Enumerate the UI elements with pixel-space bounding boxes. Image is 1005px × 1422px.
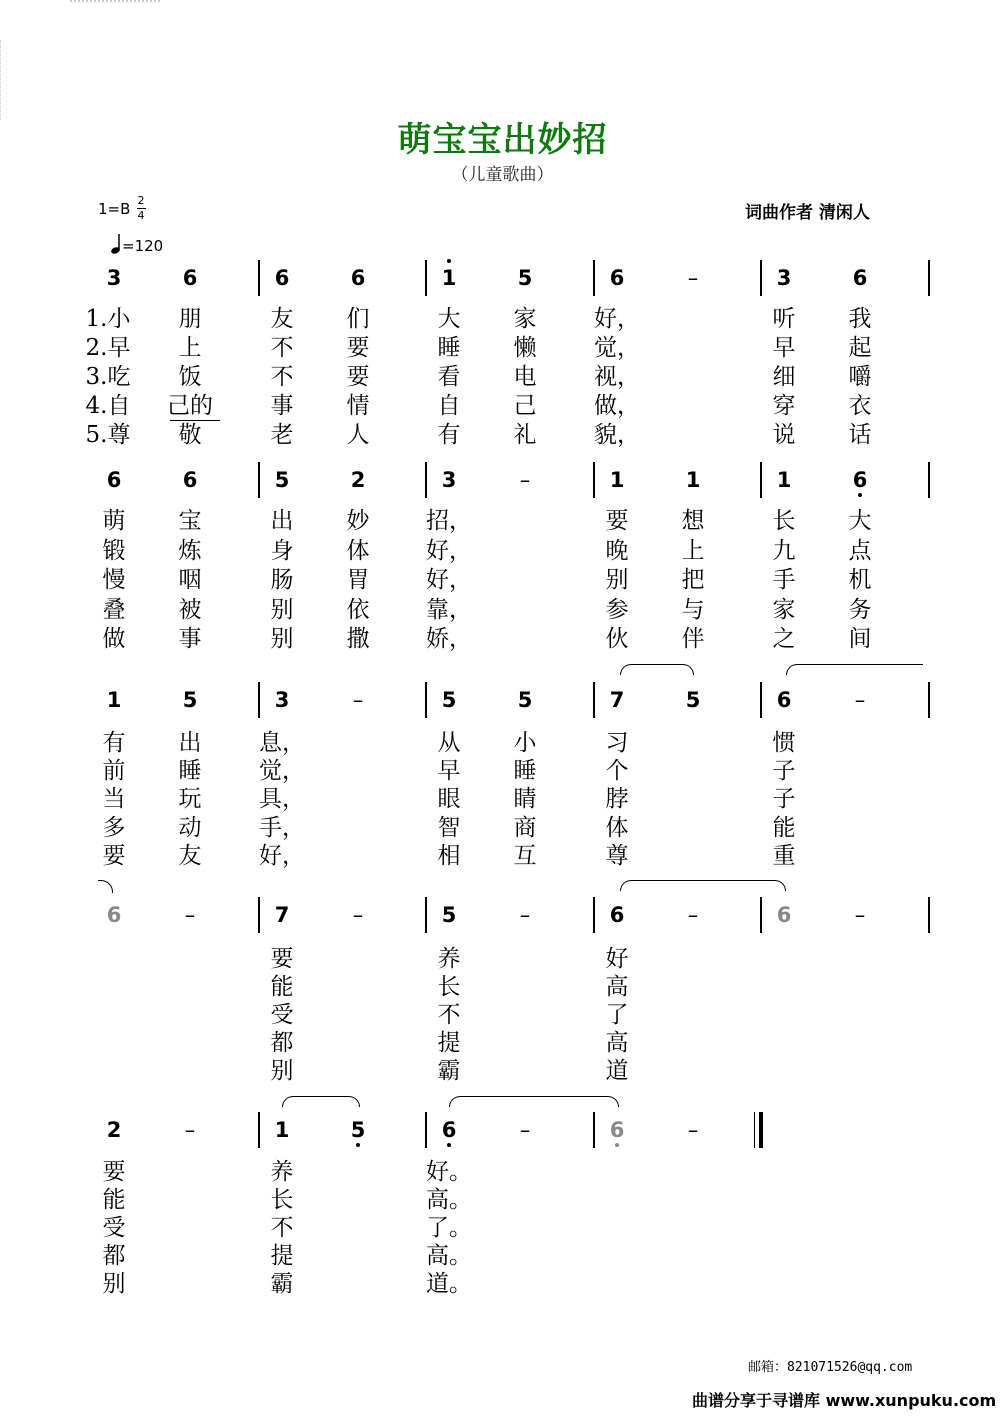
lyric-syllable: 好，: [259, 842, 305, 869]
lyric-syllable: 尊: [605, 842, 629, 869]
note: 6: [602, 1118, 632, 1142]
note: 6: [106, 468, 122, 492]
lyric-syllable: 大: [848, 508, 872, 534]
lyric-syllable: 惯: [772, 730, 796, 756]
lyric-syllable: 饭: [178, 364, 202, 390]
lyric-syllable: 看: [437, 364, 461, 390]
lyric-syllable: 不: [270, 335, 294, 361]
tempo-marking: [110, 233, 163, 255]
lyric-syllable: 务: [848, 596, 872, 623]
lyric-syllable: 受: [270, 1002, 294, 1028]
lyric-syllable: 别: [102, 1271, 126, 1297]
lyric-syllable: 敬: [178, 422, 202, 448]
lyric-syllable: 之: [772, 626, 796, 652]
lyric-syllable: 礼: [513, 422, 537, 448]
note: 6: [776, 688, 792, 712]
lyric-syllable: 眼: [437, 786, 461, 813]
lyric-syllable: 叠: [102, 596, 126, 623]
lyric-syllable: 1.小: [85, 306, 131, 332]
lyric-syllable: 手: [772, 567, 796, 593]
lyric-syllable: 习: [605, 730, 629, 756]
lyric-syllable: 己: [513, 393, 537, 419]
lyric-syllable: 商: [513, 814, 537, 841]
lyric-syllable: 相: [437, 842, 461, 869]
slur-arc: [620, 880, 786, 891]
lyric-syllable: 多: [102, 814, 126, 841]
lyric-syllable: 伙: [605, 626, 629, 652]
lyric-syllable: 长: [437, 974, 461, 1000]
note: 6: [350, 266, 366, 290]
lyric-syllable: 前: [102, 758, 126, 785]
note: 7: [609, 688, 625, 712]
lyric-syllable: 好: [605, 946, 629, 972]
lyric-syllable: 高: [605, 1030, 629, 1056]
lyric-syllable: 3.吃: [85, 364, 131, 390]
lyric-syllable: 把: [681, 567, 705, 593]
lyric-syllable: 5.尊: [85, 422, 131, 448]
lyric-syllable: 事: [178, 626, 202, 652]
note: 2: [350, 468, 366, 492]
note: 6: [852, 266, 868, 290]
lyric-syllable: 家: [513, 306, 537, 332]
faint-top-mark: [70, 0, 160, 5]
note: 5: [517, 266, 533, 290]
lyric-syllable: 人: [346, 422, 370, 448]
lyric-syllable: 胃: [346, 567, 370, 593]
lyric-syllable: 们: [346, 306, 370, 332]
note: 5: [517, 688, 533, 712]
lyric-syllable: 睡: [513, 758, 537, 785]
hold-dash: –: [352, 688, 364, 712]
lyric-syllable: 子: [772, 758, 796, 785]
lyric-syllable: 互: [513, 842, 537, 869]
octave-dot-below: [858, 493, 862, 497]
note: 1: [685, 468, 701, 492]
lyric-syllable: 体: [346, 537, 370, 564]
lyric-syllable: 子: [772, 786, 796, 813]
hold-dash: –: [687, 903, 699, 927]
lyric-syllable: 有: [437, 422, 461, 448]
hold-dash: –: [854, 688, 866, 712]
lyric-syllable: 养: [437, 946, 461, 972]
final-bar-thin: [754, 1112, 755, 1148]
lyric-syllable: 息，: [259, 730, 305, 756]
key-signature: 1=B: [98, 200, 131, 218]
lyric-syllable: 重: [772, 842, 796, 869]
lyric-syllable: 貌，: [594, 422, 640, 448]
lyric-syllable: 大: [437, 306, 461, 332]
lyric-syllable: 4.自: [85, 393, 131, 419]
lyric-syllable: 炼: [178, 537, 202, 564]
lyric-syllable: 了。: [426, 1215, 472, 1241]
bar-line: [258, 897, 260, 933]
lyric-syllable: 朋: [178, 306, 202, 332]
lyric-syllable: 觉，: [259, 758, 305, 785]
octave-dot-below: [447, 1143, 451, 1147]
lyric-syllable: 能: [102, 1187, 126, 1213]
lyric-syllable: 自: [437, 393, 461, 419]
lyric-syllable: 早: [437, 758, 461, 785]
lyric-syllable: 想: [681, 508, 705, 534]
lyric-syllable: 撒: [346, 626, 370, 652]
lyric-syllable: 妙: [346, 508, 370, 534]
lyric-syllable: 嚼: [848, 364, 872, 390]
lyric-syllable: 好，: [426, 537, 472, 564]
lyric-syllable: 都: [102, 1243, 126, 1269]
lyric-syllable: 我: [848, 306, 872, 332]
lyric-syllable: 智: [437, 814, 461, 841]
lyric-syllable: 间: [848, 626, 872, 652]
hold-dash: –: [687, 1118, 699, 1142]
note: 3: [106, 266, 122, 290]
lyric-syllable: 咽: [178, 567, 202, 593]
lyric-syllable: 话: [848, 422, 872, 448]
hold-dash: –: [854, 903, 866, 927]
lyric-syllable: 别: [270, 1058, 294, 1084]
lyric-syllable: 别: [605, 567, 629, 593]
lyric-syllable: 当: [102, 786, 126, 813]
lyric-syllable: 身: [270, 537, 294, 564]
bar-line: [928, 462, 930, 498]
note: 3: [274, 688, 290, 712]
lyric-syllable: 高。: [426, 1243, 472, 1269]
slur-arc: [282, 1096, 360, 1107]
lyric-syllable: 觉，: [594, 335, 640, 361]
note: 6: [776, 903, 792, 927]
bar-line: [928, 682, 930, 718]
note: 5: [343, 1118, 373, 1142]
lyric-syllable: 动: [178, 814, 202, 841]
note: 7: [274, 903, 290, 927]
lyric-syllable: 好，: [594, 306, 640, 332]
lyric-syllable: 伴: [681, 626, 705, 652]
bar-line: [425, 897, 427, 933]
note: 6: [434, 1118, 464, 1142]
lyric-syllable: 晚: [605, 537, 629, 564]
note: 6: [106, 903, 122, 927]
lyric-syllable: 慢: [102, 567, 126, 593]
note: 5: [441, 903, 457, 927]
bar-line: [425, 1112, 427, 1148]
note: 1: [776, 468, 792, 492]
lyric-syllable: 别: [270, 596, 294, 623]
bar-line: [760, 682, 762, 718]
note: 1: [106, 688, 122, 712]
bar-line: [593, 1112, 595, 1148]
lyric-syllable: 霸: [437, 1058, 461, 1084]
lyric-syllable: 体: [605, 814, 629, 841]
lyric-syllable: 做: [102, 626, 126, 652]
hold-dash: –: [519, 468, 531, 492]
lyric-syllable: 电: [513, 364, 537, 390]
lyric-syllable: 睡: [178, 758, 202, 785]
lyric-syllable: 不: [270, 1215, 294, 1241]
meter-top: 2: [137, 194, 145, 207]
lyric-syllable: 上: [178, 335, 202, 361]
lyric-syllable: 依: [346, 596, 370, 623]
lyric-syllable: 受: [102, 1215, 126, 1241]
lyric-syllable: 别: [270, 626, 294, 652]
lyric-syllable: 懒: [513, 335, 537, 361]
slur-arc: [449, 1096, 619, 1107]
hold-dash: –: [352, 903, 364, 927]
lyric-syllable: 说: [772, 422, 796, 448]
author-credit: 词曲作者 清闲人: [745, 203, 870, 223]
lyric-syllable: 能: [772, 814, 796, 841]
lyric-syllable: 要: [102, 842, 126, 869]
octave-dot-above: [447, 259, 451, 263]
lyric-syllable: 霸: [270, 1271, 294, 1297]
bar-line: [593, 260, 595, 296]
lyric-syllable: 肠: [270, 567, 294, 593]
lyric-syllable: 事: [270, 393, 294, 419]
lyric-syllable: 了: [605, 1002, 629, 1028]
lyric-syllable: 高。: [426, 1187, 472, 1213]
bar-line: [425, 260, 427, 296]
note: 1: [274, 1118, 290, 1142]
slur-arc: [620, 664, 694, 675]
bar-line: [258, 260, 260, 296]
note: 1: [609, 468, 625, 492]
bar-line: [258, 682, 260, 718]
lyric-syllable: 友: [270, 306, 294, 332]
source-footer: 曲谱分享于寻谱库 www.xunpuku.com: [692, 1391, 997, 1410]
lyric-syllable: 小: [513, 730, 537, 756]
lyric-syllable: 都: [270, 1030, 294, 1056]
note: 5: [274, 468, 290, 492]
lyric-syllable: 萌: [102, 508, 126, 534]
bar-line: [928, 897, 930, 933]
lyric-syllable: 有: [102, 730, 126, 756]
octave-dot-below: [356, 1143, 360, 1147]
lyric-syllable: 老: [270, 422, 294, 448]
lyric-syllable: 机: [848, 567, 872, 593]
lyric-syllable: 养: [270, 1159, 294, 1185]
bar-line: [258, 1112, 260, 1148]
lyric-syllable: 要: [270, 946, 294, 972]
lyric-syllable: 道。: [426, 1271, 472, 1297]
lyric-syllable: 衣: [848, 393, 872, 419]
lyric-syllable: 招，: [426, 508, 472, 534]
lyric-syllable: 穿: [772, 393, 796, 419]
lyric-syllable: 手，: [259, 814, 305, 841]
hold-dash: –: [184, 903, 196, 927]
note: 5: [441, 688, 457, 712]
lyric-underline: [170, 420, 220, 421]
lyric-syllable: 参: [605, 596, 629, 623]
lyric-syllable: 出: [270, 508, 294, 534]
hold-dash: –: [519, 1118, 531, 1142]
lyric-syllable: 从: [437, 730, 461, 756]
note: 2: [106, 1118, 122, 1142]
note: 6: [182, 468, 198, 492]
slur-arc: [786, 664, 923, 675]
lyric-syllable: 上: [681, 537, 705, 564]
bar-line: [258, 462, 260, 498]
note: 3: [441, 468, 457, 492]
bar-line: [760, 260, 762, 296]
lyric-syllable: 做，: [594, 393, 640, 419]
lyric-syllable: 九: [772, 537, 796, 564]
note: 5: [685, 688, 701, 712]
lyric-syllable: 早: [772, 335, 796, 361]
contact-email: 邮箱：821071526@qq.com: [748, 1360, 913, 1375]
lyric-syllable: 要: [605, 508, 629, 534]
lyric-syllable: 要: [102, 1159, 126, 1185]
final-bar-thick: [759, 1112, 763, 1148]
note: 5: [182, 688, 198, 712]
lyric-syllable: 具，: [259, 786, 305, 813]
lyric-syllable: 2.早: [85, 335, 131, 361]
note: 3: [776, 266, 792, 290]
song-subtitle: （儿童歌曲）: [451, 165, 554, 185]
note: 6: [609, 903, 625, 927]
lyric-syllable: 不: [437, 1002, 461, 1028]
note: 6: [182, 266, 198, 290]
note: 1: [434, 266, 464, 290]
bar-line: [425, 682, 427, 718]
lyric-syllable: 能: [270, 974, 294, 1000]
lyric-syllable: 脖: [605, 786, 629, 813]
bar-line: [760, 462, 762, 498]
lyric-syllable: 细: [772, 364, 796, 390]
lyric-syllable: 被: [178, 596, 202, 623]
note: 6: [845, 468, 875, 492]
bar-line: [593, 682, 595, 718]
lyric-syllable: 玩: [178, 786, 202, 813]
tempo-value: =120: [122, 237, 164, 255]
lyric-syllable: 点: [848, 537, 872, 564]
lyric-syllable: 道: [605, 1058, 629, 1084]
bar-line: [593, 897, 595, 933]
lyric-syllable: 家: [772, 596, 796, 623]
lyric-syllable: 友: [178, 842, 202, 869]
lyric-syllable: 出: [178, 730, 202, 756]
quarter-note-icon: [110, 233, 122, 255]
slur-continuation: [98, 880, 113, 893]
hold-dash: –: [184, 1118, 196, 1142]
song-title: 萌宝宝出妙招: [397, 120, 608, 160]
lyric-syllable: 听: [772, 306, 796, 332]
lyric-syllable: 靠，: [426, 596, 472, 623]
bar-line: [760, 897, 762, 933]
lyric-syllable: 睡: [437, 335, 461, 361]
lyric-syllable: 视，: [594, 364, 640, 390]
lyric-syllable: 起: [848, 335, 872, 361]
lyric-syllable: 要: [346, 364, 370, 390]
hold-dash: –: [687, 266, 699, 290]
bar-line: [928, 260, 930, 296]
lyric-syllable: 高: [605, 974, 629, 1000]
time-signature: [136, 195, 146, 222]
note: 6: [274, 266, 290, 290]
lyric-syllable: 宝: [178, 508, 202, 534]
meter-bottom: 4: [137, 209, 145, 222]
lyric-syllable: 个: [605, 758, 629, 785]
hold-dash: –: [519, 903, 531, 927]
lyric-syllable: 好，: [426, 567, 472, 593]
lyric-syllable: 好。: [426, 1159, 472, 1185]
lyric-syllable: 与: [681, 596, 705, 623]
lyric-syllable: 长: [772, 508, 796, 534]
lyric-syllable: 要: [346, 335, 370, 361]
lyric-syllable: 娇，: [426, 626, 472, 652]
bar-line: [593, 462, 595, 498]
lyric-syllable: 睛: [513, 786, 537, 813]
lyric-syllable: 长: [270, 1187, 294, 1213]
faint-edge-mark: [0, 40, 7, 120]
lyric-syllable: 提: [437, 1030, 461, 1056]
lyric-syllable: 提: [270, 1243, 294, 1269]
lyric-syllable: 情: [346, 393, 370, 419]
bar-line: [425, 462, 427, 498]
lyric-syllable: 锻: [102, 537, 126, 564]
lyric-syllable: 不: [270, 364, 294, 390]
note: 6: [609, 266, 625, 290]
lyric-syllable: 己的: [167, 393, 213, 419]
octave-dot-below: [615, 1143, 619, 1147]
